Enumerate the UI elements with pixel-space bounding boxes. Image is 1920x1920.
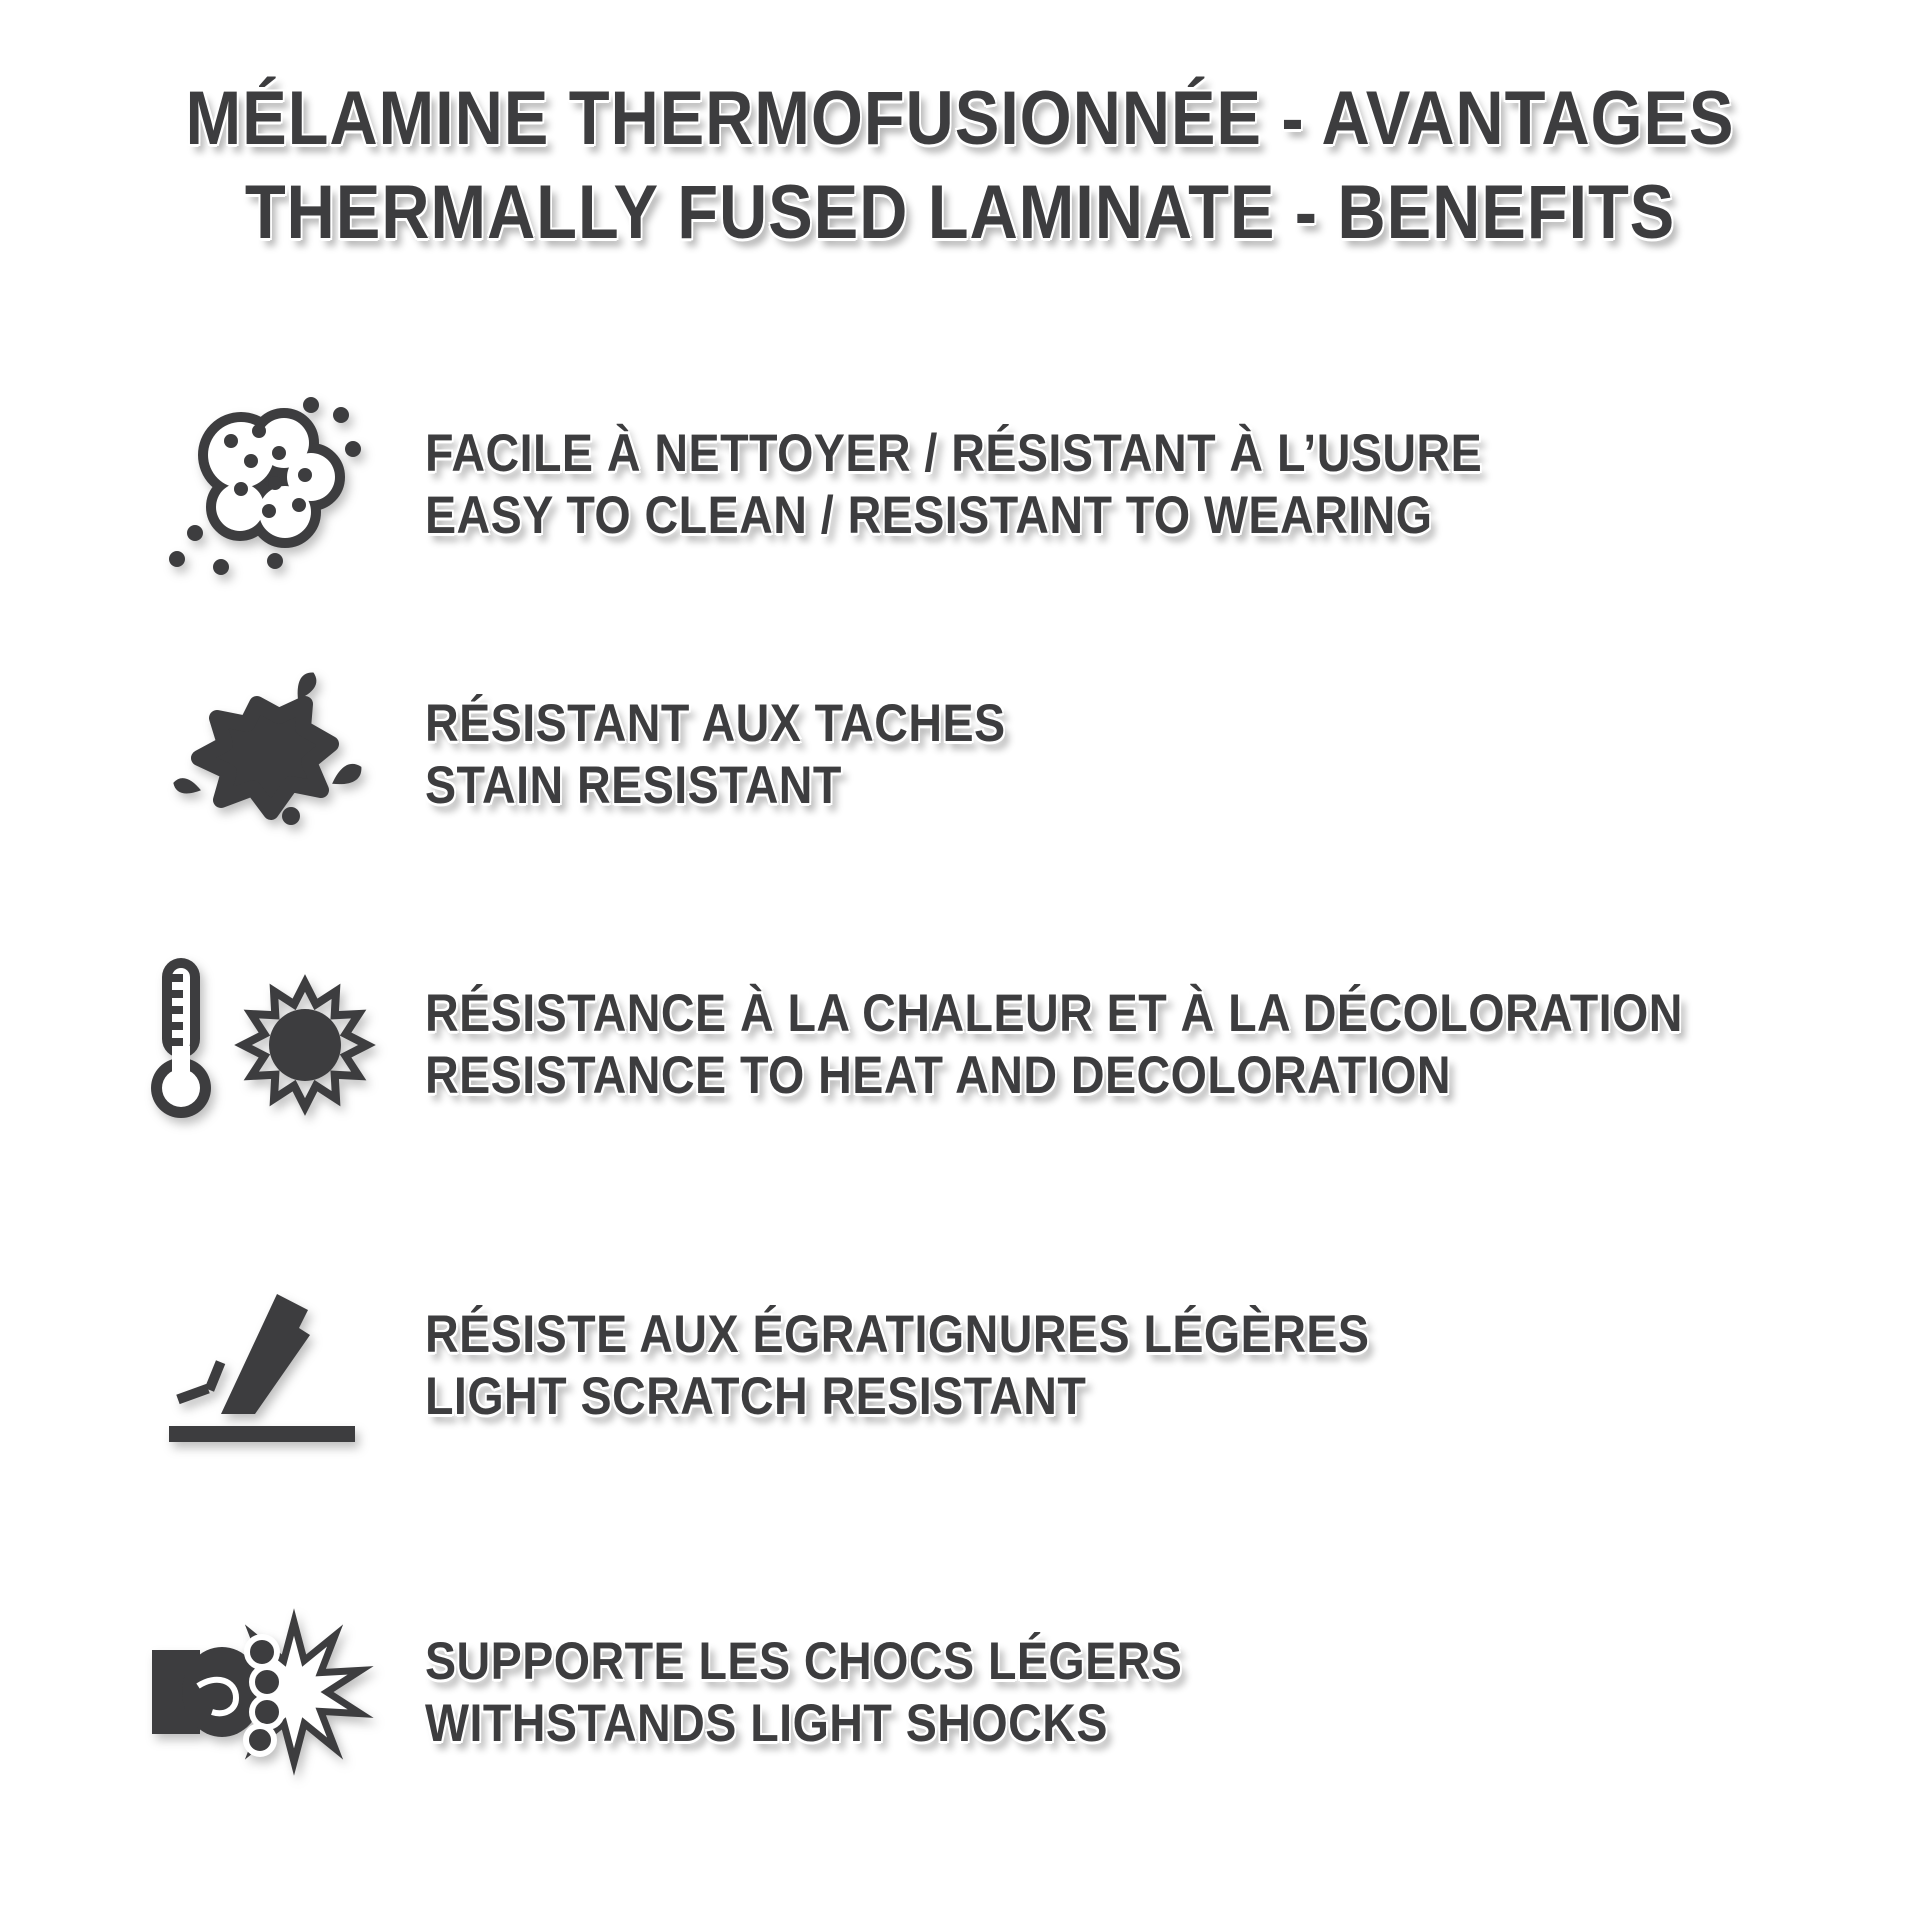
benefit-line-fr: FACILE À NETTOYER / RÉSISTANT À L’USURE — [425, 424, 1483, 483]
benefit-text-easy-to-clean — [425, 423, 1482, 547]
benefit-line-fr: RÉSISTE AUX ÉGRATIGNURES LÉGÈRES — [425, 1304, 1370, 1364]
fist-impact-icon — [130, 1590, 400, 1795]
benefit-row-withstands-shocks — [130, 1585, 1890, 1800]
benefit-row-stain-resistant — [130, 655, 1890, 855]
benefit-line-en: LIGHT SCRATCH RESISTANT — [425, 1366, 1087, 1426]
benefit-line-fr: RÉSISTANT AUX TACHES — [425, 694, 1006, 753]
benefit-line-en: STAIN RESISTANT — [425, 756, 842, 815]
benefit-line-fr: SUPPORTE LES CHOCS LÉGERS — [425, 1631, 1183, 1691]
benefit-text-heat-resistance — [425, 983, 1683, 1107]
benefit-row-easy-to-clean — [130, 380, 1890, 590]
benefit-text-scratch-resistant — [425, 1304, 1369, 1428]
benefit-row-heat-resistance — [130, 945, 1890, 1145]
benefit-line-en: RESISTANCE TO HEAT AND DECOLORATION — [425, 1046, 1451, 1105]
benefit-line-fr: RÉSISTANCE À LA CHALEUR ET À LA DÉCOLORATION — [425, 984, 1683, 1043]
benefit-text-withstands-shocks — [425, 1631, 1182, 1755]
heat-sun-icon — [130, 950, 400, 1140]
benefit-line-en: EASY TO CLEAN / RESISTANT TO WEARING — [425, 486, 1433, 545]
benefit-line-en: WITHSTANDS LIGHT SHOCKS — [425, 1693, 1108, 1753]
page-title-french: MÉLAMINE THERMOFUSIONNÉE - AVANTAGES — [185, 76, 1735, 161]
scratch-icon — [130, 1276, 400, 1456]
page-title-english: THERMALLY FUSED LAMINATE - BENEFITS — [244, 170, 1676, 255]
benefit-row-scratch-resistant — [130, 1268, 1890, 1463]
crumbs-icon — [130, 385, 400, 585]
page-title — [115, 72, 1805, 260]
stain-icon — [130, 668, 400, 843]
benefit-text-stain-resistant — [425, 693, 1006, 817]
